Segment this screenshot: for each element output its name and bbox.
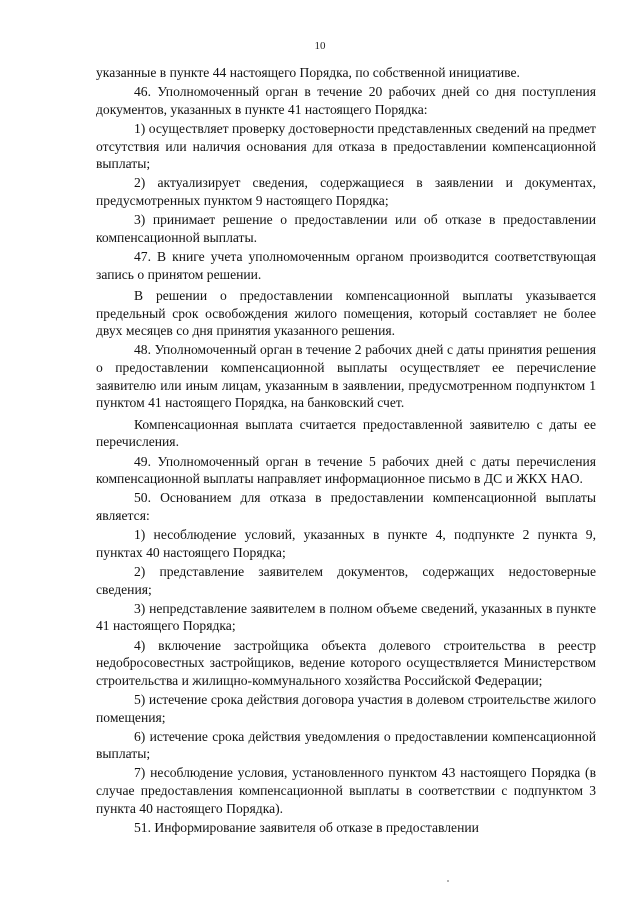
scan-speck xyxy=(447,880,449,882)
paragraph-50-item-7: 7) несоблюдение условия, установленного пунктом 43 настоящего Порядка (в случае предоставления компенсационной выплаты в соответствии с подпунктом 3 пункта 40 настоящего Порядка). xyxy=(96,765,596,816)
paragraph-46-item-1: 1) осуществляет проверку достоверности представленных сведений на предмет отсутствия или наличия основания для отказа в предоставлении компенсационной выплаты; xyxy=(96,120,596,172)
paragraph-50-item-6: 6) истечение срока действия уведомления о предоставлении компенсационной выплаты; xyxy=(96,728,596,762)
paragraph-46-item-3: 3) принимает решение о предоставлении или об отказе в предоставлении компенсационной выплаты. xyxy=(96,212,596,245)
paragraph-50-item-5: 5) истечение срока действия договора участия в долевом строительстве жилого помещения; xyxy=(96,691,596,725)
page-number: 10 xyxy=(314,40,326,52)
paragraph-46: 46. Уполномоченный орган в течение 20 рабочих дней со дня поступления документов, указанных в пункте 41 настоящего Порядка: xyxy=(96,84,596,117)
paragraph-51: 51. Информирование заявителя об отказе в предоставлении xyxy=(134,819,479,835)
paragraph-continuation: указанные в пункте 44 настоящего Порядка, по собственной инициативе. xyxy=(96,65,520,80)
paragraph-49: 49. Уполномоченный орган в течение 5 рабочих дней с даты перечисления компенсационной выплаты направляет информационное письмо в ДС и ЖКХ НАО. xyxy=(96,453,596,487)
document-body xyxy=(96,64,596,838)
paragraph-50: 50. Основанием для отказа в предоставлении компенсационной выплаты является: xyxy=(96,490,596,523)
paragraph-47-decision: В решении о предоставлении компенсационной выплаты указывается предельный срок освобождения жилого помещения, который составляет не более двух месяцев со дня принятия указанного решения. xyxy=(96,288,596,339)
paragraph-48: 48. Уполномоченный орган в течение 2 рабочих дней с даты принятия решения о предоставлении компенсационной выплаты осуществляет ее перечисление заявителю или иным лицам, указанным в заявлении, предусмотренном подпунктом 1 пунктом 41 настоящего Порядка, на банковский счет. xyxy=(96,342,596,411)
paragraph-47: 47. В книге учета уполномоченным органом производится соответствующая запись о принятом решении. xyxy=(96,248,596,282)
paragraph-50-item-2: 2) представление заявителем документов, содержащих недостоверные сведения; xyxy=(96,563,596,597)
paragraph-50-item-4: 4) включение застройщика объекта долевого строительства в реестр недобросовестных застройщиков, ведение которого осуществляется Министерством строительства и жилищно-коммунального хозяйства Российской Федерации; xyxy=(96,637,596,688)
paragraph-50-item-1: 1) несоблюдение условий, указанных в пункте 4, подпункте 2 пункта 9, пунктах 40 настоящего Порядка; xyxy=(96,527,596,560)
paragraph-50-item-3: 3) непредставление заявителем в полном объеме сведений, указанных в пункте 41 настоящего Порядка; xyxy=(96,600,596,634)
paragraph-48-payment: Компенсационная выплата считается предоставленной заявителю с даты ее перечисления. xyxy=(96,416,596,450)
paragraph-46-item-2: 2) актуализирует сведения, содержащиеся в заявлении и документах, предусмотренных пунктом 9 настоящего Порядка; xyxy=(96,175,596,208)
